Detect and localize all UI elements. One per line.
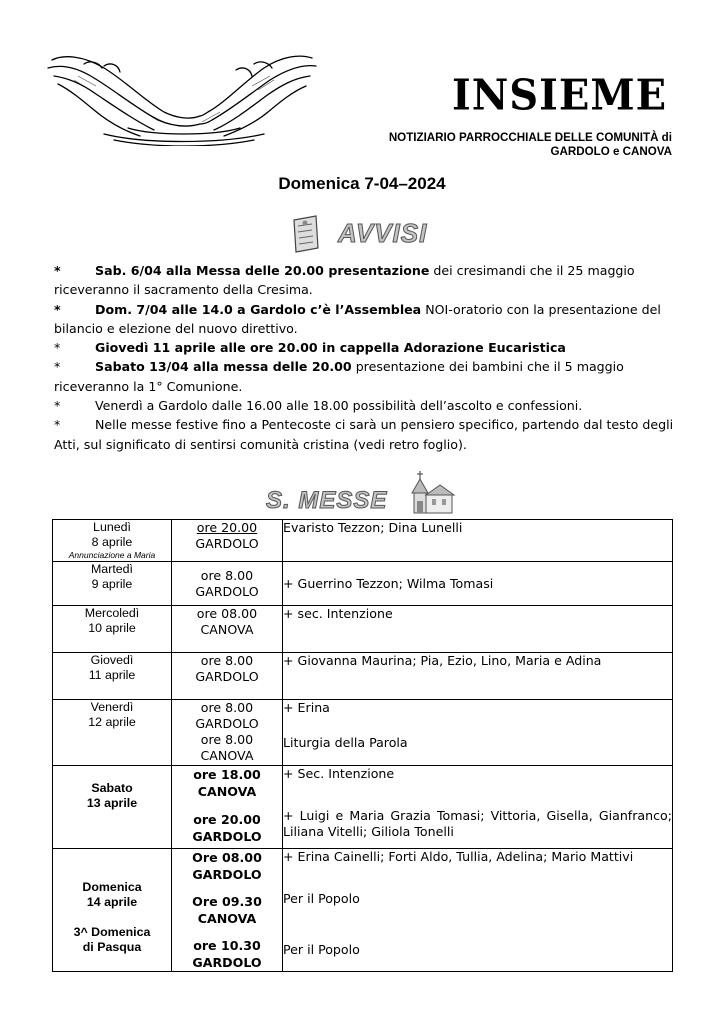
mass-place: GARDOLO [192,867,262,882]
mass-intention: Liturgia della Parola [283,735,408,750]
table-row [53,520,673,562]
mass-place: GARDOLO [195,669,259,684]
time-cell [172,766,283,849]
bullet: * [54,398,61,414]
day-cell [53,562,172,606]
mass-intention: Per il Popolo [283,891,360,906]
day-cell [53,766,172,849]
church-icon [406,469,456,515]
newsletter-title: INSIEME [452,70,668,121]
day-date: 11 aprile [88,668,136,682]
notice-board-icon [288,214,322,254]
intention-cell [283,562,673,606]
day-note: 3^ Domenica [73,925,151,939]
issue-date: Domenica 7-04–2024 [278,174,446,193]
mass-intention: + Luigi e Maria Grazia Tomasi; Vittoria, Gisella, Gianfranco; Liliana Vitelli; Giliola Tonelli [283,808,672,839]
messe-title: S. MESSE [266,487,388,514]
day-name: Domenica [82,880,142,894]
day-note: di Pasqua [82,940,142,954]
notice-text: Venerdì a Gardolo dalle 16.00 alle 18.00 possibilità dell’ascolto e confessioni. [95,398,583,414]
time-cell [172,653,283,700]
mass-time: ore 8.00 [200,732,254,747]
mass-place: CANOVA [200,622,254,637]
intention-cell [283,700,673,766]
notice-item [54,396,674,415]
day-name: Mercoledì [84,606,140,620]
mass-intention: + Erina [283,700,330,715]
day-date: 10 aprile [88,621,136,635]
notices-list [54,261,674,454]
mass-place: GARDOLO [195,716,259,731]
mass-time: ore 8.00 [200,567,254,583]
day-name: Sabato [91,781,133,795]
table-row [53,653,673,700]
mass-time: ore 18.00 [193,767,261,782]
mass-place: GARDOLO [192,955,262,970]
subtitle-line-1: NOTIZIARIO PARROCCHIALE DELLE COMUNITÀ di [388,131,672,144]
mass-intention: + Guerrino Tezzon; Wilma Tomasi [283,575,494,591]
notice-text: NOI-oratorio con la presentazione del bilancio e elezione del nuovo direttivo. [54,301,661,336]
mass-schedule-table [52,519,673,972]
bullet: * [54,301,61,317]
day-cell [53,700,172,766]
bullet: * [54,417,61,433]
table-row [53,766,673,849]
mass-intention: + Sec. Intenzione [283,766,395,781]
day-cell [53,653,172,700]
day-name: Venerdì [90,700,134,714]
notice-item [54,357,674,396]
mass-intention: + Erina Cainelli; Forti Aldo, Tullia, Adelina; Mario Mattivi [283,849,634,864]
notice-item [54,261,674,300]
mass-intention: + sec. Intenzione [283,606,393,621]
notice-text: Nelle messe festive fino a Pentecoste ci sarà un pensiero specifico, partendo dal testo degli Atti, sul significato di sentirsi comunità cristina (vedi retro foglio). [54,417,674,452]
notice-item [54,415,674,454]
day-note: Annunciazione a Maria [68,550,156,560]
intention-cell [283,849,673,972]
mass-time: ore 08.00 [196,606,258,621]
notice-highlight: Giovedì 11 aprile alle ore 20.00 in cappella Adorazione Eucaristica [95,340,566,356]
mass-time: ore 10.30 [193,938,261,953]
notice-item [54,338,674,357]
intention-cell [283,766,673,849]
table-row [53,606,673,653]
time-cell [172,700,283,766]
day-date: 14 aprile [86,895,138,909]
mass-place: GARDOLO [192,829,262,844]
mass-place: CANOVA [197,911,257,926]
notice-item [54,300,674,339]
day-date: 13 aprile [86,796,138,810]
bullet: * [54,340,61,356]
time-cell [172,849,283,972]
day-name: Lunedì [93,520,131,534]
notice-highlight: Sabato 13/04 alla messa delle 20.00 [95,359,352,375]
mass-time: ore 8.00 [200,700,254,715]
bullet: * [54,359,61,375]
notice-text: presentazione dei bambini che il 5 maggio riceveranno la 1° Comunione. [54,359,624,394]
notice-highlight: Sab. 6/04 alla Messa delle 20.00 presentazione [95,263,430,278]
mass-time: ore 20.00 [196,520,258,535]
notice-text: dei cresimandi che il 25 maggio riceveranno il sacramento della Cresima. [54,263,635,298]
mass-place: GARDOLO [195,583,259,599]
time-cell [172,562,283,606]
subtitle-line-2: GARDOLO e CANOVA [550,145,672,158]
avvisi-title: AVVISI [338,218,428,248]
day-date: 8 aprile [91,535,133,549]
day-name: Martedì [90,562,133,576]
praying-hands-logo [44,50,320,146]
intention-cell [283,520,673,562]
table-row [53,700,673,766]
mass-time: ore 8.00 [200,653,254,668]
mass-time: Ore 08.00 [192,850,262,865]
day-cell [53,849,172,972]
mass-time: ore 20.00 [193,812,261,827]
day-cell [53,606,172,653]
bullet: * [54,263,61,278]
table-row [53,849,673,972]
mass-place: CANOVA [200,748,254,763]
day-cell [53,520,172,562]
time-cell [172,606,283,653]
mass-place: CANOVA [197,784,257,799]
intention-cell [283,653,673,700]
intention-cell [283,606,673,653]
time-cell [172,520,283,562]
newsletter-subtitle [330,131,672,159]
mass-intention: + Giovanna Maurina; Pia, Ezio, Lino, Maria e Adina [283,653,602,668]
mass-place: GARDOLO [195,536,259,551]
day-date: 9 aprile [91,577,133,591]
table-row [53,562,673,606]
day-date: 12 aprile [88,715,136,729]
day-name: Giovedì [90,653,134,667]
mass-time: Ore 09.30 [192,894,262,909]
notice-highlight: Dom. 7/04 alle 14.0 a Gardolo c’è l’Assemblea [95,301,422,317]
mass-intention: Evaristo Tezzon; Dina Lunelli [283,520,463,535]
mass-intention: Per il Popolo [283,942,360,957]
